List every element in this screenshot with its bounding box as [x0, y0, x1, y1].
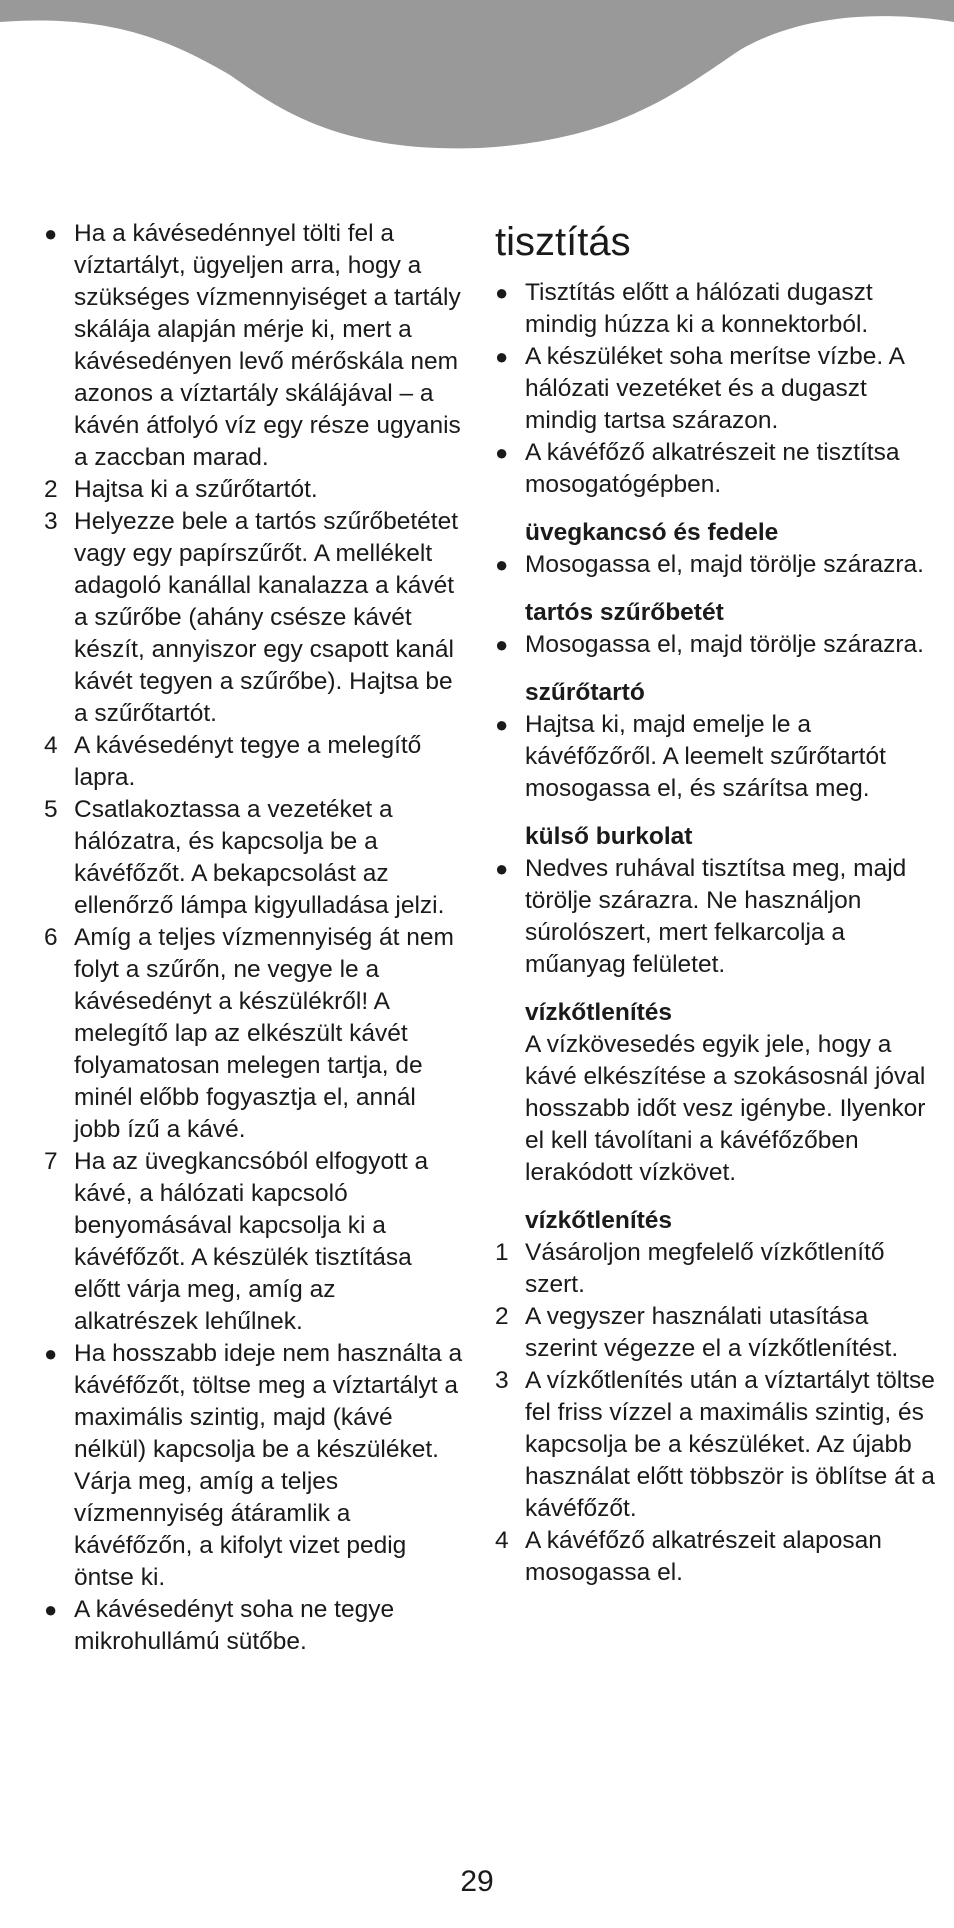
subheading-descaling-steps: vízkőtlenítés	[525, 1207, 673, 1234]
step-number: 1	[495, 1239, 509, 1266]
step-number: 2	[44, 476, 58, 503]
bullet-marker: ●	[495, 440, 509, 465]
list-item	[495, 709, 935, 805]
bullet-marker: ●	[44, 1341, 58, 1366]
list-item-text: Ha az üvegkancsóból elfogyott a kávé, a hálózati kapcsoló benyomásával kapcsolja ki a kávéfőzőt. A készülék tisztítása előtt várja meg, amíg az alkatrészek lehűlnek.	[74, 1148, 429, 1335]
list-item	[44, 730, 464, 794]
list-item	[495, 853, 935, 981]
bullet-marker: ●	[44, 1597, 58, 1622]
list-item-text: Nedves ruhával tisztítsa meg, majd törölje szárazra. Ne használjon súrolószert, mert felkarcolja a műanyag felületet.	[525, 855, 907, 978]
step-number: 3	[44, 508, 58, 535]
list-item-text: Tisztítás előtt a hálózati dugaszt mindig húzza ki a konnektorból.	[525, 279, 873, 338]
list-item-text: A kávéfőző alkatrészeit ne tisztítsa mosogatógépben.	[525, 439, 900, 498]
right-column	[495, 218, 935, 1589]
list-item	[495, 437, 935, 501]
bullet-marker: ●	[495, 856, 509, 881]
list-item-text: A vegyszer használati utasítása szerint végezze el a vízkőtlenítést.	[525, 1303, 899, 1362]
list-item	[495, 1301, 935, 1365]
list-item	[44, 474, 464, 506]
bullet-marker: ●	[495, 552, 509, 577]
page-number: 29	[460, 1865, 494, 1898]
list-item	[44, 1146, 464, 1338]
list-item	[495, 549, 935, 581]
bullet-marker: ●	[44, 221, 58, 246]
bullet-marker: ●	[495, 712, 509, 737]
list-item-text: Helyezze bele a tartós szűrőbetétet vagy egy papírszűrőt. A mellékelt adagoló kanállal kanalazza a kávét a szűrőbe (ahány csésze kávét készít, annyiszor egy csapott kanál kávét tegyen a szűrőbe). Hajtsa be a szűrőtartót.	[74, 508, 459, 727]
subheading-outer-casing: külső burkolat	[525, 823, 693, 850]
list-item	[495, 629, 935, 661]
step-number: 2	[495, 1303, 509, 1330]
subheading-descaling-info: vízkőtlenítés	[525, 999, 673, 1026]
list-item-text: Hajtsa ki, majd emelje le a kávéfőzőről. A leemelt szűrőtartót mosogassa el, és szárítsa meg.	[525, 711, 886, 802]
list-item	[44, 1338, 464, 1594]
bullet-marker: ●	[495, 632, 509, 657]
list-item	[44, 794, 464, 922]
list-item-text: Mosogassa el, majd törölje szárazra.	[525, 551, 924, 578]
step-number: 6	[44, 924, 58, 951]
subheading-permanent-filter: tartós szűrőbetét	[525, 599, 724, 626]
bullet-marker: ●	[495, 344, 509, 369]
list-item	[44, 922, 464, 1146]
list-item	[44, 218, 464, 474]
list-item-text: Vásároljon megfelelő vízkőtlenítő szert.	[525, 1239, 885, 1298]
list-item-text: A készüléket soha merítse vízbe. A hálózati vezetéket és a dugaszt mindig tartsa szárazon.	[525, 343, 904, 434]
list-item-text: A vízkőtlenítés után a víztartályt töltse fel friss vízzel a maximális szintig, és kapcsolja be a készüléket. Az újabb használat előtt többször is öblítse át a kávéfőzőt.	[525, 1367, 935, 1522]
subheading-glass-jug: üvegkancsó és fedele	[525, 519, 779, 546]
list-item	[495, 1237, 935, 1301]
list-item-text: Csatlakoztassa a vezetéket a hálózatra, és kapcsolja be a kávéfőzőt. A bekapcsolást az ellenőrző lámpa kigyulladása jelzi.	[74, 796, 445, 919]
list-item	[495, 341, 935, 437]
left-column	[44, 218, 464, 1658]
list-item-text: A kávésedényt tegye a melegítő lapra.	[74, 732, 422, 791]
step-number: 5	[44, 796, 58, 823]
subheading-filter-holder: szűrőtartó	[525, 679, 645, 706]
list-item-text: A kávésedényt soha ne tegye mikrohullámú sütőbe.	[74, 1596, 395, 1655]
bullet-marker: ●	[495, 280, 509, 305]
list-item	[495, 1525, 935, 1589]
list-item	[44, 506, 464, 730]
list-item	[495, 1365, 935, 1525]
header-wave-decoration	[0, 0, 954, 160]
list-item	[495, 277, 935, 341]
step-number: 4	[44, 732, 58, 759]
list-item-text: Ha a kávésedénnyel tölti fel a víztartályt, ügyeljen arra, hogy a szükséges vízmennyiséget a tartály skálája alapján mérje ki, mert a kávésedényen levő mérőskála nem azonos a víztartály skálájával – a kávén átfolyó víz egy része ugyanis a zaccban marad.	[74, 220, 461, 471]
list-item	[44, 1594, 464, 1658]
step-number: 7	[44, 1148, 58, 1175]
list-item-text: Mosogassa el, majd törölje szárazra.	[525, 631, 924, 658]
section-title: tisztítás	[495, 220, 631, 264]
list-item-text: Ha hosszabb ideje nem használta a kávéfőzőt, töltse meg a víztartályt a maximális szintig, majd (kávé nélkül) kapcsolja be a készüléket. Várja meg, amíg a teljes vízmennyiség átáramlik a kávéfőzőn, a kifolyt vizet pedig öntse ki.	[74, 1340, 463, 1591]
list-item-text: Amíg a teljes vízmennyiség át nem folyt a szűrőn, ne vegye le a kávésedényt a készülékről! A melegítő lap az elkészült kávét folyamatosan melegen tartja, de minél előbb fogyasztja el, annál jobb ízű a kávé.	[74, 924, 454, 1143]
step-number: 4	[495, 1527, 509, 1554]
list-item-text: A kávéfőző alkatrészeit alaposan mosogassa el.	[525, 1527, 882, 1586]
step-number: 3	[495, 1367, 509, 1394]
list-item-text: Hajtsa ki a szűrőtartót.	[74, 476, 318, 503]
descaling-info-text: A vízkövesedés egyik jele, hogy a kávé elkészítése a szokásosnál jóval hosszabb időt vesz igénybe. Ilyenkor el kell távolítani a kávéfőzőben lerakódott vízkövet.	[525, 1031, 926, 1186]
